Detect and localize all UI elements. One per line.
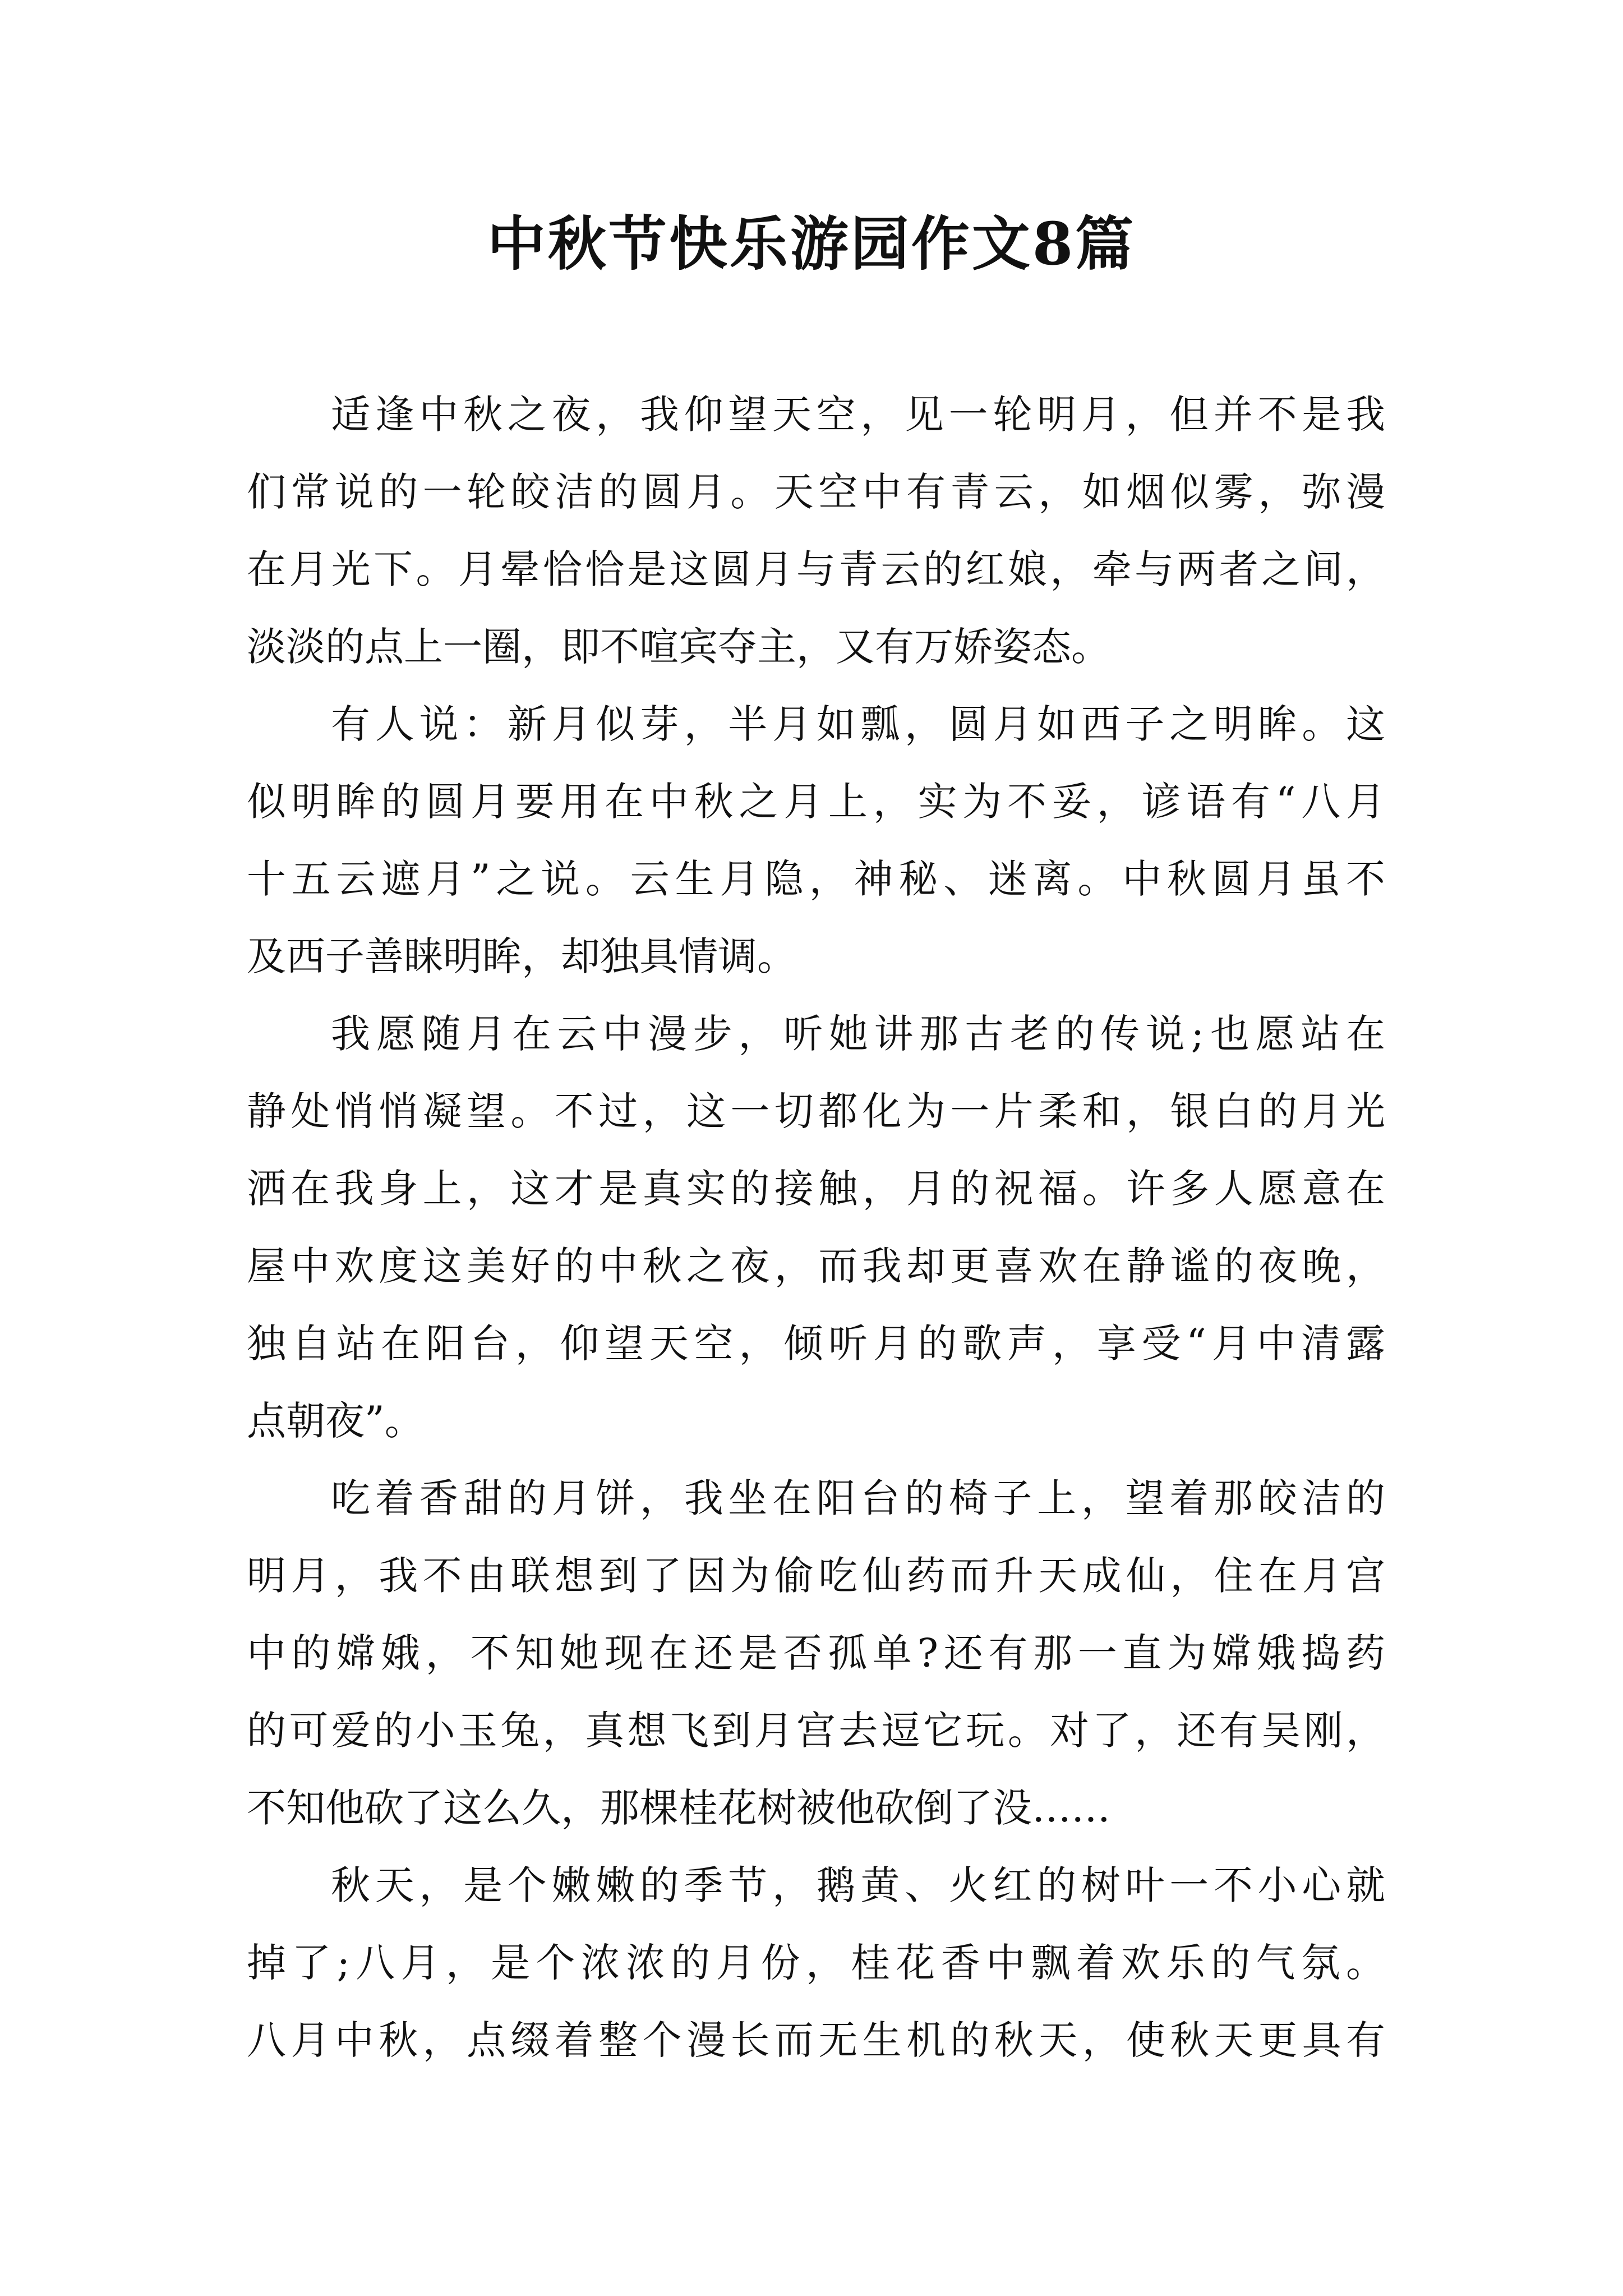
text-line: 明月，我不由联想到了因为偷吃仙药而升天成仙，住在月宫 <box>247 1553 1385 1599</box>
paragraph <box>247 995 1385 1460</box>
text-line: 中的嫦娥，不知她现在还是否孤单?还有那一直为嫦娥捣药 <box>247 1630 1385 1676</box>
text-line: 静处悄悄凝望。不过，这一切都化为一片柔和，银白的月光 <box>247 1088 1385 1134</box>
text-line: 淡淡的点上一圈，即不喧宾夺主，又有万娇姿态。 <box>247 624 1110 670</box>
text-line: 吃着香甜的月饼，我坐在阳台的椅子上，望着那皎洁的 <box>331 1475 1385 1521</box>
text-line: 的可爱的小玉兔，真想飞到月宫去逗它玩。对了，还有吴刚， <box>247 1708 1385 1754</box>
text-line: 屋中欢度这美好的中秋之夜，而我却更喜欢在静谧的夜晚， <box>247 1243 1385 1289</box>
text-line: 掉了;八月，是个浓浓的月份，桂花香中飘着欢乐的气氛。 <box>247 1940 1385 1986</box>
paragraph <box>247 685 1385 995</box>
text-line: 及西子善睐明眸，却独具情调。 <box>247 933 796 979</box>
document-body <box>247 376 1385 2079</box>
text-line: 十五云遮月”之说。云生月隐，神秘、迷离。中秋圆月虽不 <box>247 856 1385 902</box>
text-line: 似明眸的圆月要用在中秋之月上，实为不妥，谚语有“八月 <box>247 779 1385 825</box>
paragraph <box>247 1847 1385 2079</box>
text-line: 不知他砍了这么久，那棵桂花树被他砍倒了没…… <box>247 1785 1110 1831</box>
text-line: 秋天，是个嫩嫩的季节，鹅黄、火红的树叶一不小心就 <box>331 1862 1385 1908</box>
text-line: 点朝夜”。 <box>247 1398 424 1444</box>
paragraph <box>247 1460 1385 1847</box>
document-title: 中秋节快乐游园作文8篇 <box>487 209 1136 278</box>
text-line: 在月光下。月晕恰恰是这圆月与青云的红娘，牵与两者之间， <box>247 546 1385 592</box>
text-line: 适逢中秋之夜，我仰望天空，见一轮明月，但并不是我 <box>331 392 1385 438</box>
text-line: 有人说：新月似芽，半月如瓢，圆月如西子之明眸。这 <box>331 701 1385 747</box>
paragraph <box>247 376 1385 685</box>
text-line: 们常说的一轮皎洁的圆月。天空中有青云，如烟似雾，弥漫 <box>247 469 1385 515</box>
text-line: 八月中秋，点缀着整个漫长而无生机的秋天，使秋天更具有 <box>247 2017 1385 2063</box>
text-line: 独自站在阳台，仰望天空，倾听月的歌声，享受“月中清露 <box>247 1320 1385 1366</box>
text-line: 洒在我身上，这才是真实的接触，月的祝福。许多人愿意在 <box>247 1166 1385 1212</box>
text-line: 我愿随月在云中漫步，听她讲那古老的传说;也愿站在 <box>331 1011 1385 1057</box>
